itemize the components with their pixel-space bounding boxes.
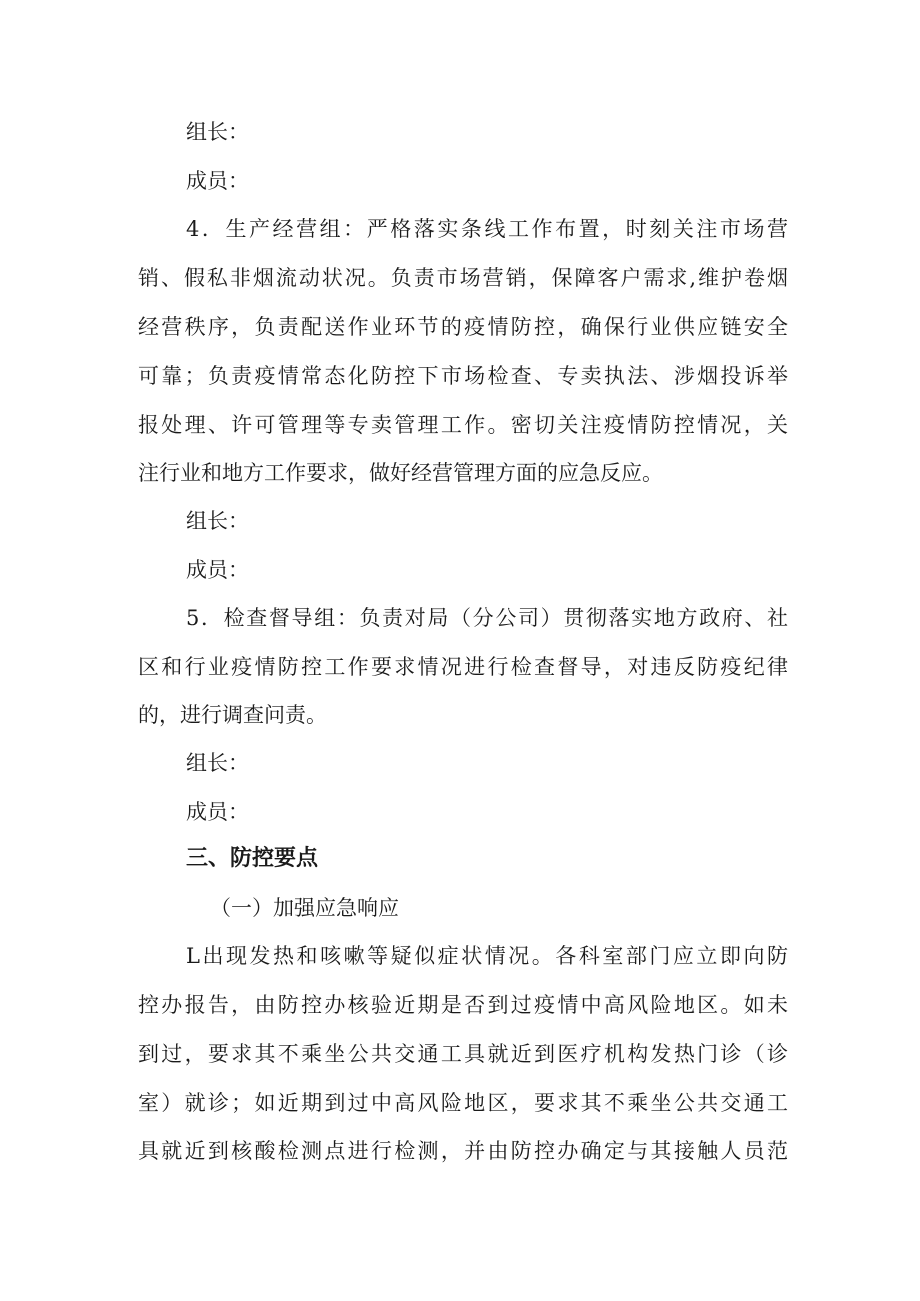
item5-leader-label: 组长： xyxy=(186,751,249,775)
section3-line-1: L出现发热和咳嗽等疑似症状情况。各科室部门应立即向防 xyxy=(186,944,788,968)
item5-line-1: 5．检查督导组：负责对局（分公司）贯彻落实地方政府、社 xyxy=(186,606,788,630)
item5-line-2: 区和行业疫情防控工作要求情况进行检查督导，对违反防疫纪律 xyxy=(138,655,788,679)
item4-line-2: 销、假私非烟流动状况。负责市场营销，保障客户需求,维护卷烟 xyxy=(138,266,788,290)
section3-heading: 三、防控要点 xyxy=(186,846,319,871)
item4-line-4: 可靠；负责疫情常态化防控下市场检查、专卖执法、涉烟投诉举 xyxy=(138,364,788,388)
section3-subheading: （一）加强应急响应 xyxy=(210,896,399,920)
item4-line-6: 注行业和地方工作要求，做好经营管理方面的应急反应。 xyxy=(138,461,663,485)
item5-line-3: 的，进行调查问责。 xyxy=(138,703,327,727)
item4-line-1: 4．生产经营组：严格落实条线工作布置，时刻关注市场营 xyxy=(186,217,788,241)
section3-line-5: 具就近到核酸检测点进行检测，并由防控办确定与其接触人员范 xyxy=(138,1139,788,1163)
group3-members-label: 成员： xyxy=(186,169,249,193)
section3-line-3: 到过，要求其不乘坐公共交通工具就近到医疗机构发热门诊（诊 xyxy=(138,1042,788,1066)
group3-leader-label: 组长： xyxy=(186,120,249,144)
item4-members-label: 成员： xyxy=(186,558,249,582)
item4-line-3: 经营秩序，负责配送作业环节的疫情防控，确保行业供应链安全 xyxy=(138,315,788,339)
section3-line-2: 控办报告，由防控办核验近期是否到过疫情中高风险地区。如未 xyxy=(138,993,788,1017)
item5-members-label: 成员： xyxy=(186,800,249,824)
section3-line-4: 室）就诊；如近期到过中高风险地区，要求其不乘坐公共交通工 xyxy=(138,1091,788,1115)
item4-line-5: 报处理、许可管理等专卖管理工作。密切关注疫情防控情况，关 xyxy=(138,413,788,437)
item4-leader-label: 组长： xyxy=(186,509,249,533)
